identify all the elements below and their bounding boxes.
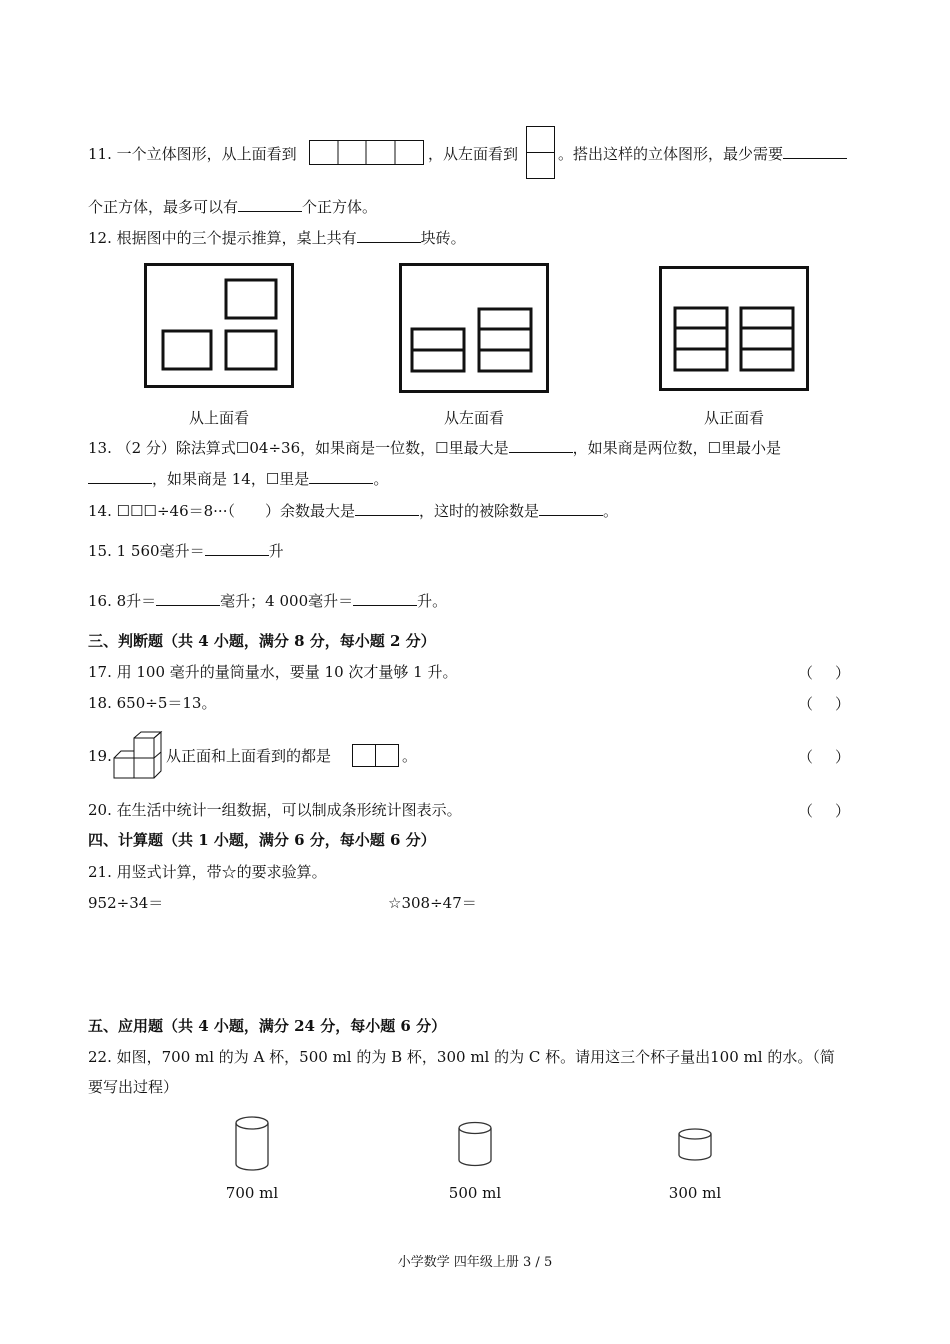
q11-left-view-figure: [526, 126, 556, 180]
cup-c-icon: [676, 1127, 714, 1163]
section-4-heading: 四、计算题（共 1 小题，满分 6 分，每小题 6 分）: [88, 831, 436, 849]
q22-line1: 22. 如图，700 ml 的为 A 杯，500 ml 的为 B 杯，300 ml 的为 C 杯。请用这三个杯子量出100 ml 的水。（简: [88, 1048, 835, 1066]
q16: 16. 8升＝ 毫升；4 000毫升＝ 升。: [88, 592, 448, 610]
q13-blank-2[interactable]: [88, 469, 152, 484]
q14: 14. ☐☐☐÷46＝8···（ ）余数最大是 ，这时的被除数是 。: [88, 502, 619, 520]
section-5-heading: 五、应用题（共 4 小题，满分 24 分，每小题 6 分）: [88, 1017, 447, 1035]
q21-instruction: 21. 用竖式计算，带☆的要求验算。: [88, 863, 327, 881]
q12-blank[interactable]: [357, 228, 421, 243]
q13-line1: 13. （2 分）除法算式☐04÷36，如果商是一位数，☐里最大是 ，如果商是两位数，☐里最小是: [88, 439, 782, 457]
q19-answer-paren[interactable]: （ ）: [798, 748, 850, 766]
page-footer: 小学数学 四年级上册 3 / 5: [397, 1255, 553, 1270]
q12-caption-left: 从左面看: [443, 409, 504, 427]
q12-caption-front: 从正面看: [703, 409, 764, 427]
cup-b-label: 500 ml: [448, 1184, 502, 1202]
q13-line2: ，如果商是 14，☐里是 。: [88, 469, 388, 489]
q11-blank-max[interactable]: [238, 197, 302, 212]
q15-blank[interactable]: [205, 541, 269, 556]
q19-view-figure: [352, 744, 400, 768]
cup-c-label: 300 ml: [668, 1184, 722, 1202]
q18-answer-paren[interactable]: （ ）: [798, 695, 850, 713]
q21-expr-2: ☆308÷47＝: [388, 894, 477, 912]
q20-answer-paren[interactable]: （ ）: [798, 802, 850, 820]
section-3-heading: 三、判断题（共 4 小题，满分 8 分，每小题 2 分）: [88, 632, 436, 650]
cup-a-label: 700 ml: [225, 1184, 279, 1202]
q12-question: 12. 根据图中的三个提示推算，桌上共有 块砖。: [88, 229, 466, 247]
q17-answer-paren[interactable]: （ ）: [798, 664, 850, 682]
q11-line1-end: 。搭出这样的立体图形，最少需要: [558, 144, 847, 164]
q14-blank-1[interactable]: [355, 501, 419, 516]
cup-a-icon: [232, 1114, 272, 1172]
q21-expr-1: 952÷34＝: [88, 894, 164, 912]
q14-blank-2[interactable]: [539, 501, 603, 516]
q11-line1: 11. 一个立体图形，从上面看到: [88, 145, 297, 163]
q11-line1-mid: ，从左面看到: [428, 145, 519, 163]
q16-blank-2[interactable]: [353, 591, 417, 606]
q12-left-view-figure: [399, 263, 549, 393]
q17: 17. 用 100 毫升的量筒量水，要量 10 次才量够 1 升。: [88, 663, 458, 681]
q11-top-view-figure: [309, 140, 425, 166]
q12-top-view-figure: [144, 263, 294, 388]
q13-blank-1[interactable]: [509, 438, 573, 453]
q19-text: 从正面和上面看到的都是: [166, 747, 332, 765]
cup-b-icon: [455, 1120, 495, 1168]
q15: 15. 1 560毫升＝ 升: [88, 542, 284, 560]
q18: 18. 650÷5＝13。: [88, 694, 217, 712]
q19-end: 。: [402, 747, 418, 765]
q22-line2: 要写出过程）: [88, 1078, 179, 1096]
q19-number: 19.: [88, 747, 112, 765]
q11-blank-min[interactable]: [783, 144, 847, 159]
q20: 20. 在生活中统计一组数据，可以制成条形统计图表示。: [88, 801, 462, 819]
q19-cube-figure: [113, 732, 163, 780]
q12-front-view-figure: [659, 266, 809, 391]
q12-caption-top: 从上面看: [188, 409, 249, 427]
q13-blank-3[interactable]: [309, 469, 373, 484]
q11-line2: 个正方体，最多可以有 个正方体。: [88, 198, 378, 216]
q16-blank-1[interactable]: [156, 591, 220, 606]
